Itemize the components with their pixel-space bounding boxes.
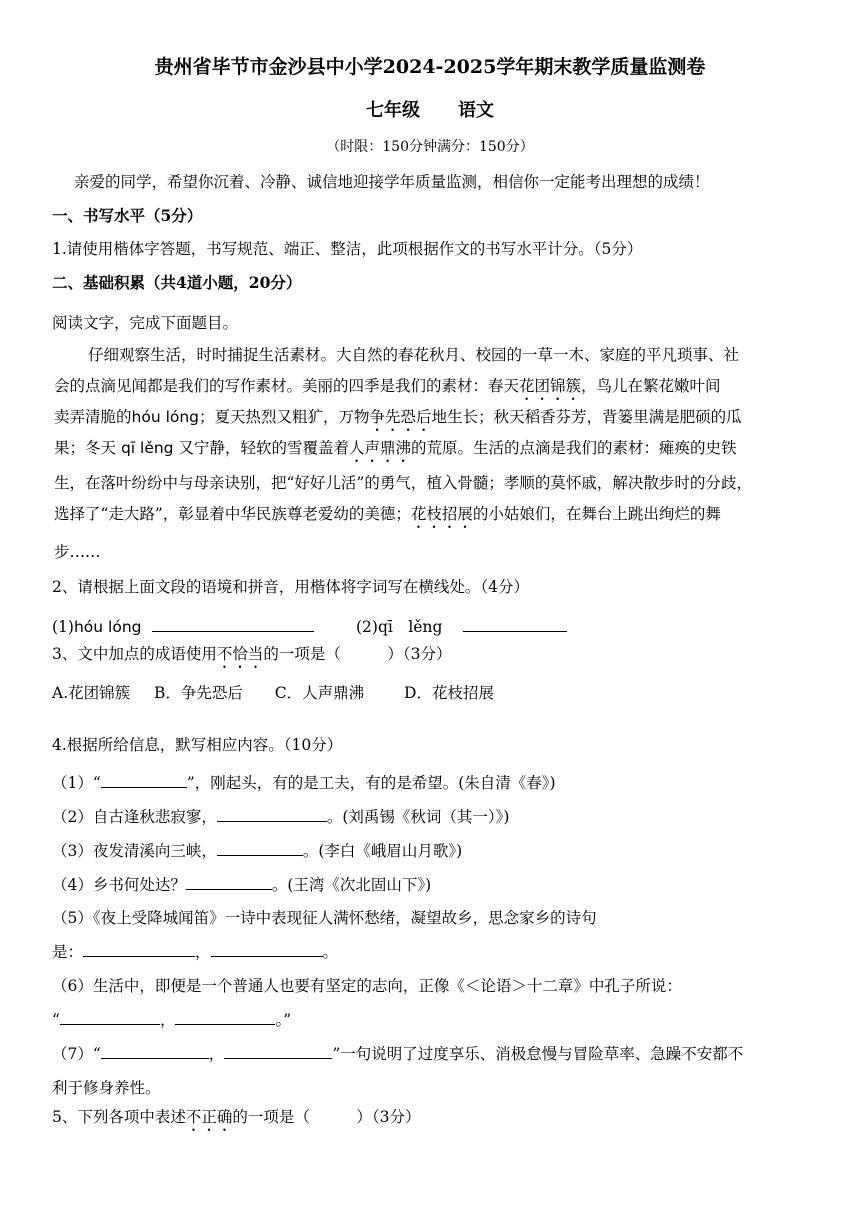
emphasized-word: 不正确	[185, 1108, 233, 1126]
passage-line: 卖弄清脆的hóu lóng；夏天热烈又粗犷，万物争先恐后地生长；秋天稻香芬芳，背篓里满是肥硕的瓜	[54, 408, 742, 426]
answer-blank[interactable]	[224, 1043, 332, 1059]
answer-blank[interactable]	[152, 616, 314, 632]
greeting-text: 亲爱的同学，希望你沉着、冷静、诚信地迎接学年质量监测，相信你一定能考出理想的成绩！	[74, 173, 710, 191]
passage-line: 果；冬天 qī lěng 又宁静，轻软的雪覆盖着人声鼎沸的荒原。生活的点滴是我们的素材：瘫痪的史铁	[54, 439, 737, 457]
answer-blank[interactable]	[101, 772, 187, 788]
pinyin-hint: hóu lóng	[131, 408, 200, 426]
dictation-item-7: （7）“ ， ”一句说明了过度享乐、消极怠慢与冒险草率、急躁不安都不	[52, 1045, 744, 1063]
question-3: 3、文中加点的成语使用不恰当的一项是（ ）（3分）	[52, 645, 452, 663]
emphasized-idiom: 争先恐后	[369, 408, 432, 426]
pinyin-hint: qī lěng	[377, 618, 443, 636]
exam-subtitle	[0, 100, 860, 122]
dictation-item-5: （5）《夜上受降城闻笛》一诗中表现征人满怀愁绪，凝望故乡，思念家乡的诗句	[52, 909, 597, 927]
emphasized-idiom: 花枝招展	[410, 505, 473, 523]
answer-blank[interactable]	[211, 941, 323, 957]
dictation-item-4: （4）乡书何处达？ 。(王湾《次北固山下》)	[52, 876, 432, 894]
answer-blank[interactable]	[217, 840, 303, 856]
dictation-item-5-answer: 是： ， 。	[52, 943, 339, 961]
time-note: （时限：150分钟满分：150分）	[326, 139, 534, 155]
reading-instruction: 阅读文字，完成下面题目。	[52, 314, 239, 332]
section-heading-basics: 二、基础积累（共4道小题，20分）	[52, 273, 302, 292]
answer-blank[interactable]	[101, 1043, 209, 1059]
grade-label: 七年级	[366, 100, 420, 121]
pinyin-hint: hóu lóng	[73, 618, 142, 636]
exam-title: 贵州省毕节市金沙县中小学2024-2025学年期末教学质量监测卷	[154, 56, 706, 78]
question-1: 1.请使用楷体字答题，书写规范、端正、整洁，此项根据作文的书写水平计分。（5分）	[52, 240, 643, 258]
emphasized-idiom: 花团锦簇	[519, 377, 582, 395]
answer-blank[interactable]	[217, 806, 327, 822]
question-5: 5、下列各项中表述不正确的一项是（ ）（3分）	[52, 1108, 421, 1126]
option-c[interactable]: C．人声鼎沸	[274, 684, 365, 702]
dictation-item-3: （3）夜发清溪向三峡， 。(李白《峨眉山月歌》)	[52, 842, 463, 860]
dictation-item-7-cont: 利于修身养性。	[52, 1079, 161, 1097]
passage-line: 仔细观察生活，时时捕捉生活素材。大自然的春花秋月、校园的一草一木、家庭的平凡琐事、社	[88, 346, 740, 364]
answer-blank[interactable]	[186, 874, 272, 890]
section-heading-writing: 一、书写水平（5分）	[52, 206, 203, 225]
question-3-options	[52, 682, 494, 704]
passage-line: 会的点滴见闻都是我们的写作素材。美丽的四季是我们的素材：春天花团锦簇，鸟儿在繁花嫩叶间	[54, 377, 721, 395]
passage-line: 生，在落叶纷纷中与母亲诀别，把“好好儿活”的勇气，植入骨髓；孝顺的莫怀戚，解决散步时的分歧，	[54, 474, 752, 492]
pinyin-hint: qī lěng	[120, 439, 174, 457]
answer-blank[interactable]	[463, 616, 567, 632]
reading-passage	[54, 340, 808, 568]
question-2-part-1: (1)hóu lóng	[52, 616, 314, 638]
answer-blank[interactable]	[60, 1009, 160, 1025]
dictation-item-2: （2）自古逢秋悲寂寥， 。(刘禹锡《秋词（其一）》)	[52, 808, 510, 826]
dictation-item-6: （6）生活中，即便是一个普通人也要有坚定的志向，正像《＜论语＞十二章》中孔子所说：	[52, 977, 682, 995]
emphasized-idiom: 人声鼎沸	[348, 439, 411, 457]
option-b[interactable]: B．争先恐后	[154, 684, 243, 702]
option-d[interactable]: D．花枝招展	[404, 684, 494, 702]
passage-line: 步……	[54, 543, 101, 561]
question-2-part-2: (2)qī lěng	[356, 616, 567, 638]
question-4: 4.根据所给信息，默写相应内容。（10分）	[52, 736, 343, 754]
emphasized-word: 不恰当	[216, 645, 264, 663]
subject-label: 语文	[458, 100, 494, 121]
answer-blank[interactable]	[83, 941, 195, 957]
dictation-item-1: （1）“ ”，刚起头，有的是工夫，有的是希望。(朱自清《春》)	[52, 774, 556, 792]
answer-blank[interactable]	[175, 1009, 275, 1025]
option-a[interactable]: A.花团锦簇	[52, 684, 131, 702]
passage-line: 选择了“走大路”，彰显着中华民族尊老爱幼的美德；花枝招展的小姑娘们，在舞台上跳出绚烂的舞	[54, 505, 721, 523]
dictation-item-6-answer: “ ， 。”	[52, 1011, 292, 1029]
question-2: 2、请根据上面文段的语境和拼音，用楷体将字词写在横线处。（4分）	[52, 578, 529, 596]
